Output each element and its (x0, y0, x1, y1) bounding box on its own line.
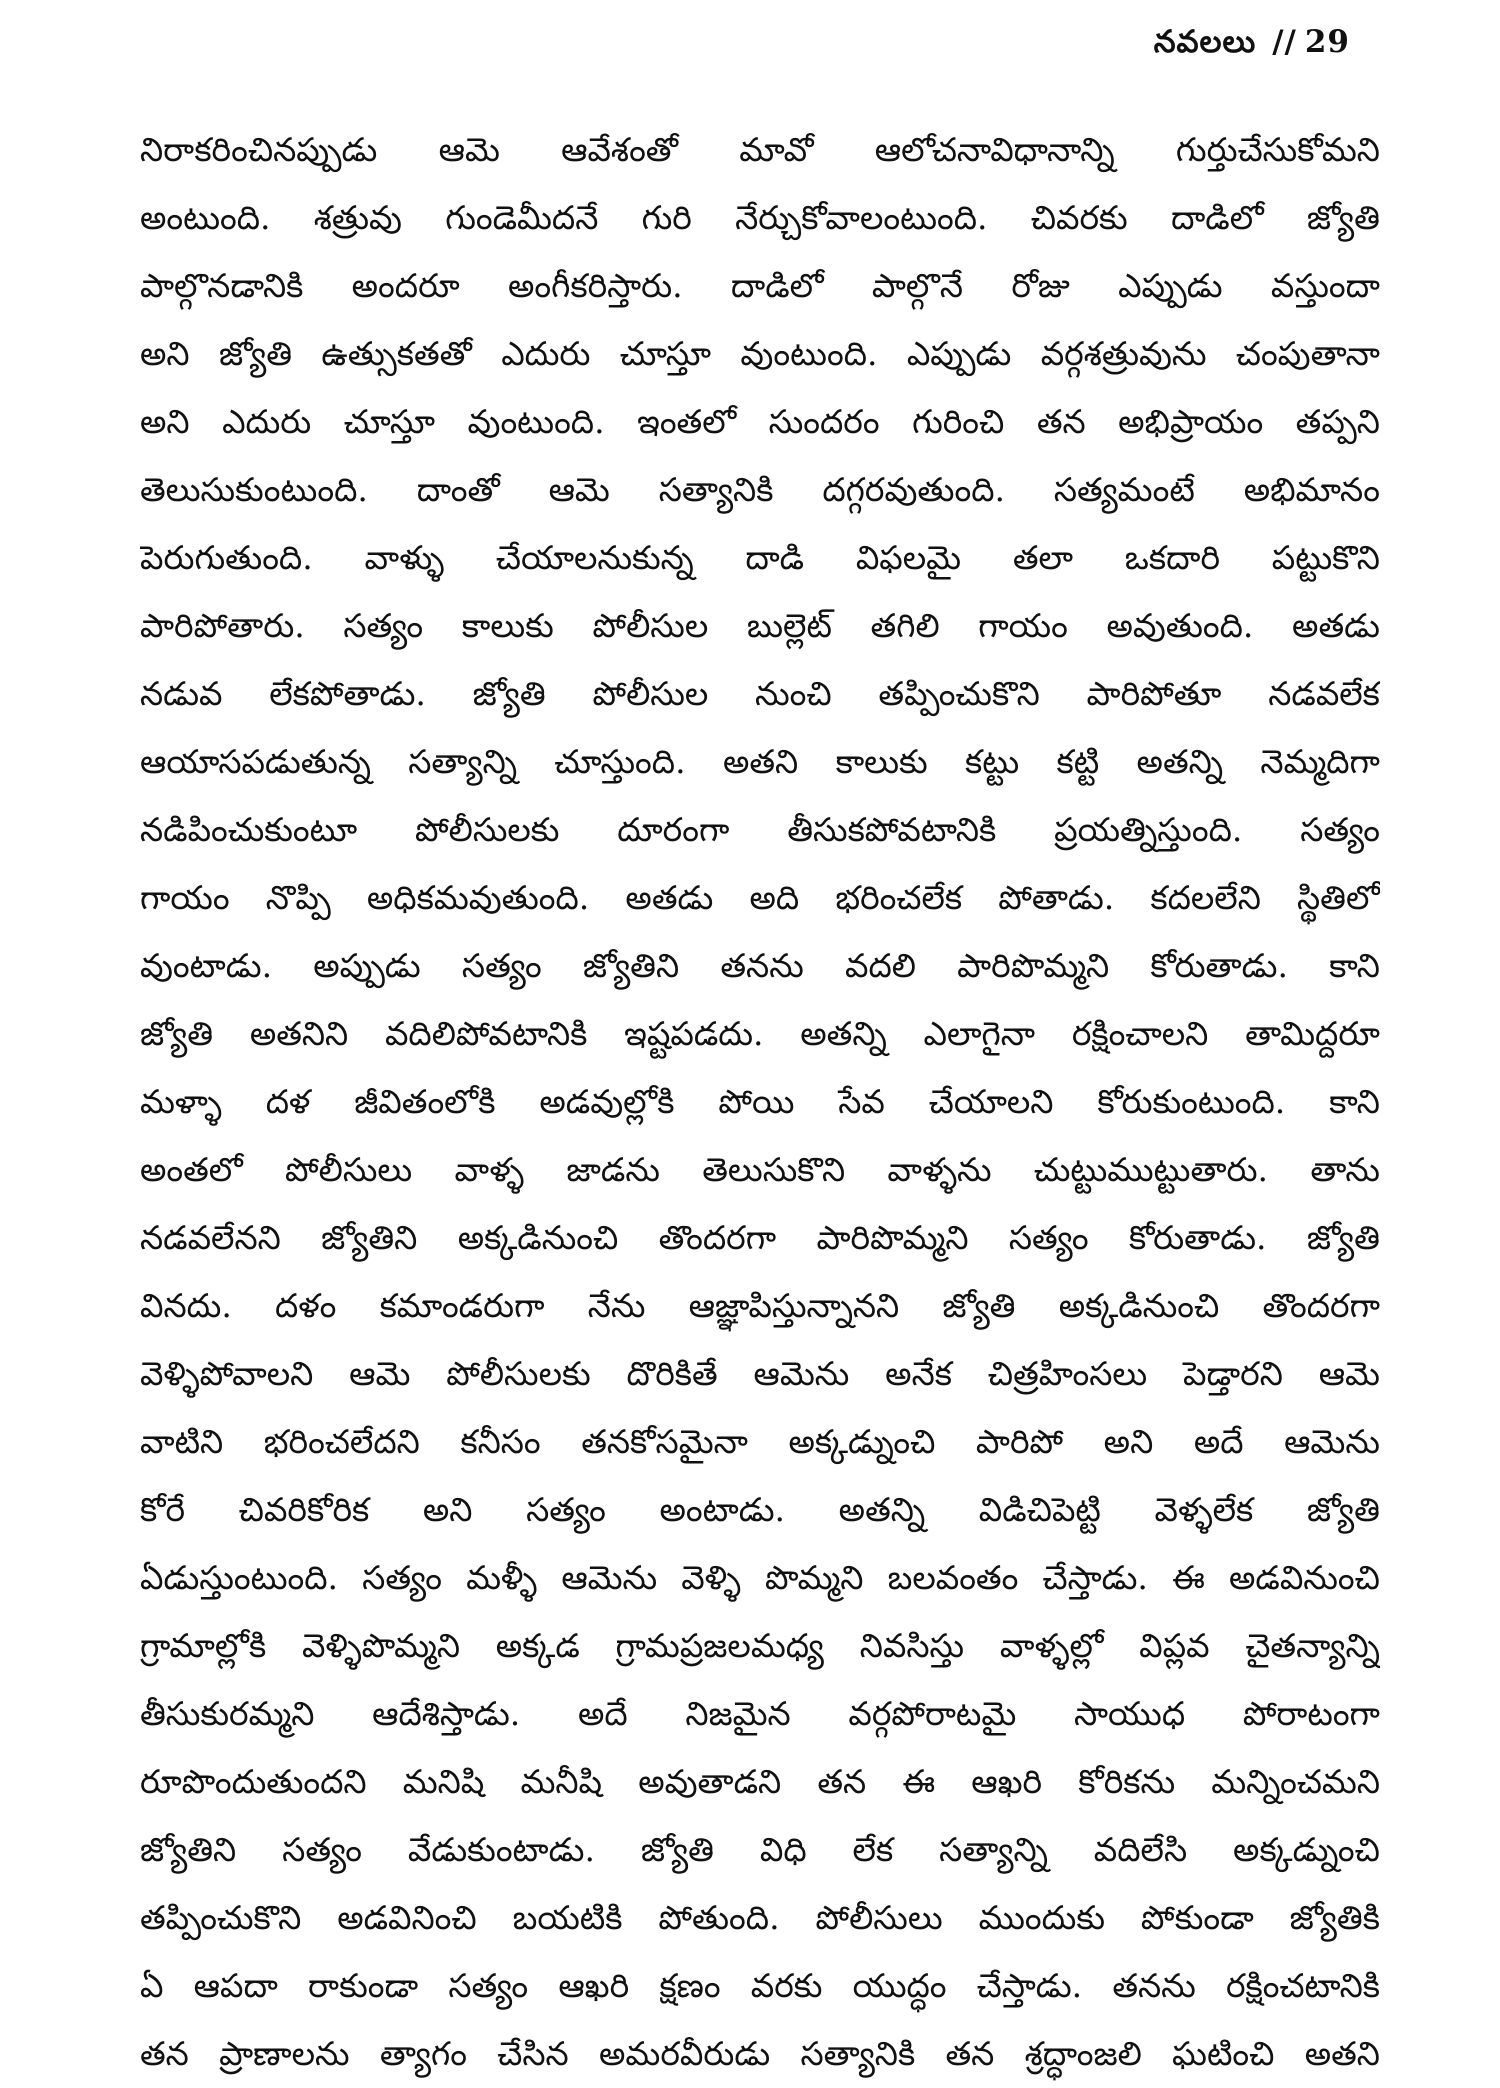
word: వాళ్ళను (887, 1150, 992, 1189)
word: పెరుగుతుంది. (140, 538, 313, 577)
text-line (140, 116, 1380, 184)
word: కమాండరుగా (379, 1286, 545, 1325)
word: వాళ్ళల్లో (999, 1626, 1104, 1665)
body-text (140, 116, 1380, 2088)
word: భరించలేక (835, 878, 963, 917)
word: దళ (265, 1082, 311, 1121)
word: చంపుతానా (1235, 334, 1380, 373)
word: తన (1036, 402, 1086, 441)
word: అందరూ (351, 266, 460, 305)
word: అభిమానం (1243, 470, 1380, 509)
word: జ్యోతి (218, 334, 292, 373)
word: ఎదురు (501, 334, 591, 373)
word: జ్యోతికి (1289, 1898, 1380, 1937)
word: క్షణం (659, 1966, 721, 2005)
word: జ్యోతిని (582, 946, 680, 985)
word: చేయాలనుకున్న (495, 538, 694, 577)
word: గురి (641, 198, 692, 237)
text-line (140, 1136, 1380, 1204)
word: తాను (1310, 1150, 1380, 1189)
word: అవుతాడని (638, 1762, 782, 1801)
word: బుల్లెట్ (746, 606, 832, 645)
word: నడువ (140, 674, 223, 713)
word: అక్కడ (495, 1626, 580, 1665)
word: పోతుంది. (658, 1898, 780, 1937)
word: నివసిస్తు (859, 1626, 965, 1665)
word: వెళ్ళిపోవాలని (140, 1354, 314, 1393)
word: నడిపించుకుంటూ (140, 810, 358, 849)
word: దాంతో (416, 470, 500, 509)
word: చేయాలని (928, 1082, 1054, 1121)
word: పారిపొమ్మని (957, 946, 1110, 985)
word: సత్యం (343, 606, 424, 645)
word: కట్టు (965, 742, 1020, 781)
word: పోయి (718, 1082, 795, 1121)
word: దాడిలో (1170, 198, 1264, 237)
word: నేను (587, 1286, 646, 1325)
word: అతని (722, 742, 799, 781)
word: జ్యోతిని (321, 1218, 418, 1257)
word: అక్కడినుంచి (457, 1218, 619, 1257)
word: మళ్ళా (140, 1082, 222, 1121)
word: జ్యోతి (1306, 1218, 1380, 1257)
word: పోలీసులకు (415, 810, 560, 849)
word: ఎలాగైనా (923, 1014, 1036, 1053)
word: రక్షించటానికి (1225, 1966, 1380, 2005)
running-header (1154, 24, 1350, 67)
header-separator: // (1272, 24, 1297, 60)
word: మనిషి (402, 1762, 485, 1801)
word: కాని (1329, 1082, 1380, 1121)
word: ప్రయత్నిస్తుంది. (1054, 810, 1243, 849)
word: కోరే (140, 1490, 186, 1529)
word: సత్యమంటే (1053, 470, 1195, 509)
word: ఆవేశంతో (561, 130, 679, 169)
word: సత్యం (362, 1558, 442, 1597)
word: చుట్టుముట్టుతారు. (1033, 1150, 1269, 1189)
word: విధి (759, 1830, 807, 1869)
text-line (140, 1748, 1380, 1816)
word: పోలీసులు (815, 1898, 943, 1937)
word: ఉత్సుకతతో (321, 334, 472, 373)
word: తామిద్దరూ (1245, 1014, 1380, 1053)
word: విప్లవ (1139, 1626, 1210, 1665)
text-line (140, 1544, 1380, 1612)
word: పాల్గొనే (871, 266, 964, 305)
word: గాయం (978, 606, 1068, 645)
word: సత్యాన్ని (408, 742, 518, 781)
word: అంతలో (140, 1150, 243, 1189)
word: ఒకదారి (1124, 538, 1221, 577)
word: సేవ (838, 1082, 885, 1121)
word: సత్యాన్ని (939, 1830, 1048, 1869)
word: గుండెమీదనే (445, 198, 599, 237)
word: కదలలేని (1150, 878, 1261, 917)
word: పారిపో (975, 1422, 1064, 1461)
word: అదే (1193, 1422, 1244, 1461)
word: మన్నించమని (1211, 1762, 1380, 1801)
word: అతన్ని (1136, 742, 1224, 781)
word: ఎప్పుడు (1118, 266, 1223, 305)
word: కోరికను (1078, 1762, 1176, 1801)
word: దగ్గరవుతుంది. (822, 470, 1005, 509)
word: సత్యం (282, 1830, 362, 1869)
word: ఘటించి (1172, 2034, 1275, 2073)
word: తొందరగా (1262, 1286, 1380, 1325)
word: తొందరగా (658, 1218, 777, 1257)
word: గాయం (140, 878, 230, 917)
text-line (140, 524, 1380, 592)
word: అతడు (625, 878, 714, 917)
word: కాలుకు (835, 742, 928, 781)
word: తనను (720, 946, 804, 985)
text-line (140, 660, 1380, 728)
word: అతని (1304, 2034, 1380, 2073)
word: అవుతుంది. (1106, 606, 1254, 645)
word: పోలీసుల (592, 674, 709, 713)
word: తన (945, 2034, 995, 2073)
word: మళ్ళీ (466, 1558, 538, 1597)
word: దూరంగా (617, 810, 730, 849)
word: జాడను (566, 1150, 660, 1189)
text-line (140, 1068, 1380, 1136)
word: వదలి (845, 946, 916, 985)
word: చిత్రహింసలు (987, 1354, 1148, 1393)
header-title: నవలలు (1153, 24, 1257, 60)
word: అని (140, 334, 190, 373)
word: ఆయాసపడుతున్న (140, 742, 371, 781)
word: కాని (1329, 946, 1380, 985)
word: వర్గపోరాటమై (848, 1694, 1017, 1733)
word: స్థితిలో (1297, 878, 1380, 917)
word: సత్యం (461, 946, 542, 985)
word: కోరుతాడు. (1150, 946, 1288, 985)
word: లేకపోతాడు. (269, 674, 426, 713)
word: కోరుకుంటుంది. (1097, 1082, 1286, 1121)
word: ఆమెను (753, 1354, 850, 1393)
word: మనీషి (520, 1762, 603, 1801)
word: జ్యోతి (1306, 198, 1380, 237)
word: వాళ్ళ (454, 1150, 525, 1189)
word: పారిపోతూ (1086, 674, 1222, 713)
word: వాటిని (140, 1422, 224, 1461)
word: దాడిలో (730, 266, 824, 305)
word: పోలీసులు (285, 1150, 413, 1189)
word: వర్గశత్రువును (1040, 334, 1207, 373)
word: ఆమెను (1284, 1422, 1380, 1461)
word: తనను (1112, 1966, 1196, 2005)
word: సత్యానికి (658, 470, 774, 509)
word: శత్రువు (313, 198, 402, 237)
word: సత్యం (448, 1966, 529, 2005)
word: చివరకు (1030, 198, 1128, 237)
word: వెళ్ళలేక (1154, 1490, 1254, 1529)
text-line (140, 728, 1380, 796)
word: తనకోసమైనా (581, 1422, 748, 1461)
word: చేస్తాడు. (976, 1966, 1083, 2005)
word: వుంటాడు. (140, 946, 273, 985)
text-line (140, 1000, 1380, 1068)
word: అదే (577, 1694, 628, 1733)
word: పోలీసుల (592, 606, 709, 645)
word: యుద్ధం (852, 1966, 947, 2005)
word: తెలుసుకొని (702, 1150, 846, 1189)
word: చూస్తుంది. (554, 742, 686, 781)
word: ఎదురు (222, 402, 312, 441)
word: ఈ (902, 1762, 936, 1801)
word: దొరికితే (626, 1354, 718, 1393)
text-line (140, 1884, 1380, 1952)
word: పోతాడు. (998, 878, 1115, 917)
word: వదిలేసి (1093, 1830, 1188, 1869)
word: అడవినుంచి (1229, 1558, 1380, 1597)
page-number: 29 (1304, 24, 1350, 60)
word: సత్యానికి (800, 2034, 916, 2073)
text-line (140, 1952, 1380, 2020)
word: ఆజ్ఞాపిస్తున్నానని (688, 1286, 900, 1325)
word: ప్రాణాలను (219, 2034, 350, 2073)
word: వుంటుంది. (467, 402, 605, 441)
word: తప్పించుకొని (140, 1898, 302, 1937)
text-line (140, 1476, 1380, 1544)
word: పెడ్తారని (1183, 1354, 1283, 1393)
word: అక్కడ్నుంచి (788, 1422, 936, 1461)
word: లేక (852, 1830, 894, 1869)
word: వదిలిపోవటానికి (384, 1014, 588, 1053)
word: పోకుండా (1140, 1898, 1254, 1937)
word: తగిలి (870, 606, 940, 645)
word: తీసుకురమ్మని (140, 1694, 315, 1733)
word: ఆఖరి (971, 1762, 1043, 1801)
text-line (140, 456, 1380, 524)
word: గురించి (912, 402, 1005, 441)
word: అక్కడ్నుంచి (1233, 1830, 1380, 1869)
text-line (140, 796, 1380, 864)
word: ఆమె (349, 1354, 411, 1393)
text-line (140, 1612, 1380, 1680)
word: చివరికోరిక (238, 1490, 370, 1529)
word: పట్టుకొని (1271, 538, 1380, 577)
word: నడవలేక (1268, 674, 1380, 713)
word: గ్రామాల్లోకి (140, 1626, 267, 1665)
word: రాకుండా (307, 1966, 419, 2005)
word: నిరాకరించినప్పుడు (140, 130, 378, 169)
word: శ్రద్ధాంజలి (1024, 2034, 1142, 2073)
word: ఏడుస్తుంటుంది. (140, 1558, 339, 1597)
word: చైతన్యాన్ని (1245, 1626, 1380, 1665)
word: అనేక (885, 1354, 952, 1393)
text-line (140, 1204, 1380, 1272)
word: ఆమె (1318, 1354, 1380, 1393)
word: అధికమవుతుంది. (366, 878, 590, 917)
word: పోరాటంగా (1242, 1694, 1380, 1733)
word: తప్పని (1295, 402, 1380, 441)
word: నిజమైన (685, 1694, 791, 1733)
word: రోజు (1011, 266, 1070, 305)
word: చేసిన (497, 2034, 569, 2073)
word: విఫలమై (855, 538, 962, 577)
word: నెమ్మదిగా (1260, 742, 1380, 781)
word: కట్టి (1056, 742, 1100, 781)
word: అడవినించి (337, 1898, 477, 1937)
word: అతడు (1292, 606, 1380, 645)
word: చూస్తూ (343, 402, 436, 441)
word: జ్యోతి (942, 1286, 1016, 1325)
word: వినదు. (140, 1286, 232, 1325)
word: పొమ్మని (765, 1558, 864, 1597)
word: అని (422, 1490, 473, 1529)
word: వెళ్ళి (681, 1558, 741, 1597)
word: అంగీకరిస్తారు. (507, 266, 683, 305)
word: అతనిని (249, 1014, 349, 1053)
word: వాళ్ళు (364, 538, 445, 577)
word: అంటాడు. (659, 1490, 786, 1529)
word: కోరుతాడు. (1128, 1218, 1267, 1257)
word: నేర్చుకోవాలంటుంది. (735, 198, 988, 237)
word: మావో (739, 130, 814, 169)
word: ఆపదా (193, 1966, 278, 2005)
word: తీసుకపోవటానికి (787, 810, 997, 849)
word: నడవలేనని (140, 1218, 281, 1257)
word: బలవంతం (887, 1558, 1019, 1597)
word: నుంచి (755, 674, 832, 713)
text-line (140, 2020, 1380, 2088)
word: అని (1103, 1422, 1154, 1461)
word: ఎప్పుడు (906, 334, 1012, 373)
word: జ్యోతి (140, 1014, 214, 1053)
word: వేడుకుంటాడు. (407, 1830, 595, 1869)
word: అప్పుడు (313, 946, 421, 985)
word: అతన్ని (800, 1014, 887, 1053)
word: వరకు (750, 1966, 823, 2005)
text-line (140, 252, 1380, 320)
word: పారిపోతారు. (140, 606, 305, 645)
word: ఆమె (548, 470, 610, 509)
word: అమరవీరుడు (599, 2034, 771, 2073)
word: రక్షించాలని (1071, 1014, 1209, 1053)
word: వుంటుంది. (740, 334, 878, 373)
word: సాయుధ (1073, 1694, 1186, 1733)
word: బయటికి (512, 1898, 623, 1937)
word: దాడి (745, 538, 805, 577)
word: ముందుకు (978, 1898, 1105, 1937)
text-line (140, 932, 1380, 1000)
text-line (140, 1340, 1380, 1408)
word: అంటుంది. (140, 198, 271, 237)
word: ఈ (1172, 1558, 1205, 1597)
word: తప్పించుకొని (878, 674, 1040, 713)
word: చేస్తాడు. (1042, 1558, 1148, 1597)
word: వెళ్ళిపొమ్మని (302, 1626, 461, 1665)
word: గ్రామప్రజలమధ్య (615, 1626, 824, 1665)
word: ఆమెను (561, 1558, 658, 1597)
text-line (140, 864, 1380, 932)
word: ఇష్టపడదు. (624, 1014, 764, 1053)
word: అతన్ని (838, 1490, 926, 1529)
text-line (140, 320, 1380, 388)
word: ఏ (140, 1966, 164, 2005)
word: జ్యోతి (472, 674, 546, 713)
word: చూస్తూ (619, 334, 712, 373)
word: రూపొందుతుందని (140, 1762, 367, 1801)
word: జీవితంలోకి (354, 1082, 496, 1121)
word: తెలుసుకుంటుంది. (140, 470, 368, 509)
word: అక్కడినుంచి (1058, 1286, 1220, 1325)
word: జ్యోతిని (140, 1830, 237, 1869)
text-line (140, 388, 1380, 456)
text-line (140, 1680, 1380, 1748)
word: తన (817, 1762, 867, 1801)
word: ఇంతలో (637, 402, 737, 441)
word: వస్తుందా (1270, 266, 1380, 305)
word: అడవుల్లోకి (539, 1082, 675, 1121)
word: త్యాగం (379, 2034, 468, 2073)
word: సత్యం (1008, 1218, 1089, 1257)
word: జ్యోతి (1306, 1490, 1380, 1529)
word: నొప్పి (265, 878, 331, 917)
word: దళం (275, 1286, 337, 1325)
word: పారిపొమ్మని (816, 1218, 969, 1257)
word: ఆదేశిస్తాడు. (372, 1694, 521, 1733)
word: పోలీసులకు (446, 1354, 591, 1393)
word: సత్యం (526, 1490, 606, 1529)
word: పాల్గొనడానికి (140, 266, 304, 305)
word: భరించలేదని (263, 1422, 420, 1461)
text-line (140, 1272, 1380, 1340)
text-line (140, 1408, 1380, 1476)
text-line (140, 184, 1380, 252)
word: గుర్తుచేసుకోమని (1175, 130, 1380, 169)
word: కనీసం (460, 1422, 541, 1461)
word: సుందరం (768, 402, 880, 441)
word: ఆమె (438, 130, 500, 169)
text-line (140, 1816, 1380, 1884)
word: తలా (1012, 538, 1074, 577)
text-line (140, 592, 1380, 660)
word: కాలుకు (461, 606, 554, 645)
word: అది (749, 878, 800, 917)
word: విడిచిపెట్టి (978, 1490, 1101, 1529)
word: అని (140, 402, 190, 441)
word: ఆఖరి (558, 1966, 630, 2005)
word: ఆలోచనావిధానాన్ని (874, 130, 1115, 169)
word: తన (140, 2034, 189, 2073)
word: అభిప్రాయం (1118, 402, 1264, 441)
word: జ్యోతి (640, 1830, 714, 1869)
word: సత్యం (1300, 810, 1380, 849)
